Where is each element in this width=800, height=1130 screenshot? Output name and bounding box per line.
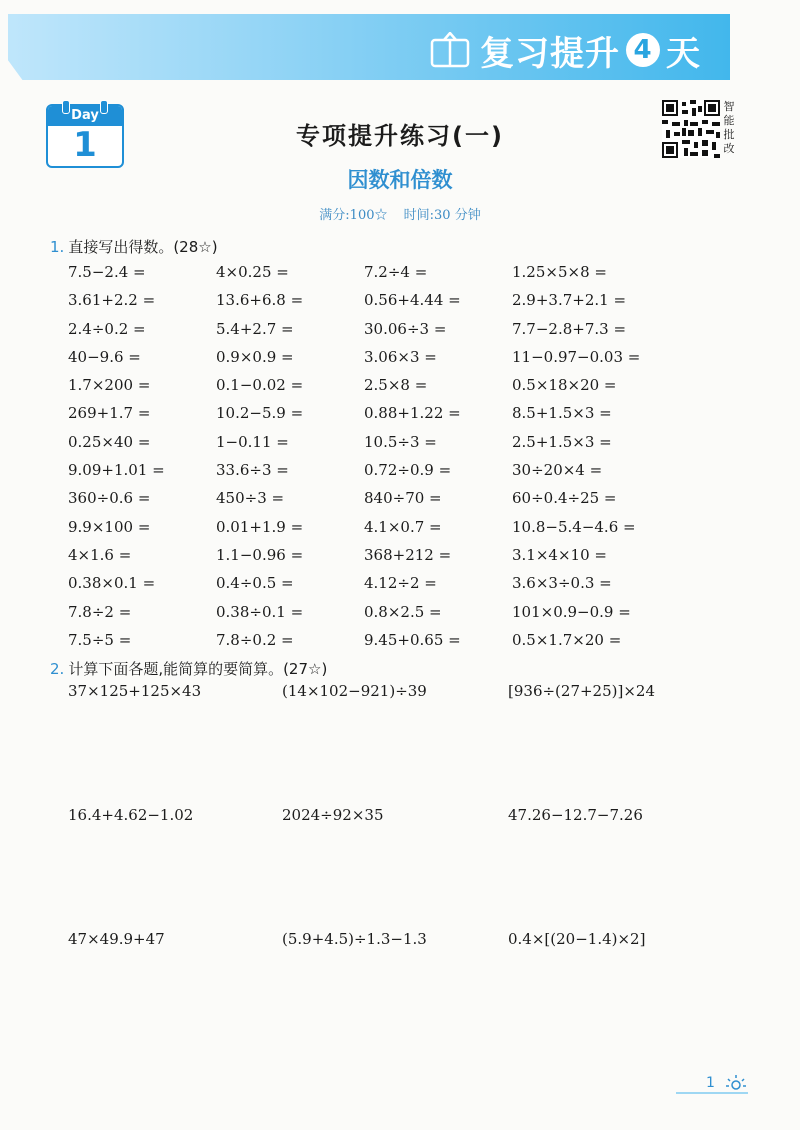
- oral-calc-item: 0.01+1.9 =: [216, 517, 304, 536]
- oral-calc-item: 7.8÷0.2 =: [216, 630, 294, 649]
- day-label: Day: [48, 106, 122, 126]
- question-2-number: 2.: [50, 660, 65, 678]
- oral-calc-item: 0.38÷0.1 =: [216, 602, 304, 621]
- oral-calc-item: 7.8÷2 =: [68, 602, 132, 621]
- oral-calc-item: 9.09+1.01 =: [68, 461, 165, 480]
- oral-calc-item: 5.4+2.7 =: [216, 319, 294, 338]
- oral-calc-item: 3.6×3÷0.3 =: [512, 574, 612, 593]
- oral-calc-item: 1−0.11 =: [216, 432, 289, 451]
- oral-calc-item: 368+212 =: [364, 545, 452, 564]
- oral-calc-item: 40−9.6 =: [68, 347, 141, 366]
- written-calc-item: 47×49.9+47: [68, 930, 165, 948]
- oral-calc-item: 2.4÷0.2 =: [68, 319, 146, 338]
- day-number: 1: [73, 125, 97, 165]
- written-calc-item: (14×102−921)÷39: [282, 682, 427, 700]
- oral-calc-item: 0.88+1.22 =: [364, 404, 461, 423]
- oral-calc-item: 30.06÷3 =: [364, 319, 447, 338]
- written-calc-item: 47.26−12.7−7.26: [508, 806, 643, 824]
- oral-calc-item: 0.38×0.1 =: [68, 574, 156, 593]
- oral-calc-item: 4×0.25 =: [216, 263, 289, 281]
- calendar-ring-icon: [100, 100, 108, 114]
- oral-calc-item: 3.06×3 =: [364, 347, 437, 366]
- question-1-number: 1.: [50, 238, 65, 256]
- oral-calc-item: 10.8−5.4−4.6 =: [512, 517, 636, 536]
- oral-calc-item: 60÷0.4÷25 =: [512, 489, 617, 508]
- oral-calc-item: 1.7×200 =: [68, 376, 151, 395]
- written-calc-item: 0.4×[(20−1.4)×2]: [508, 930, 646, 948]
- oral-calc-item: 4×1.6 =: [68, 545, 132, 564]
- oral-calc-item: 3.61+2.2 =: [68, 291, 156, 310]
- oral-calc-item: 269+1.7 =: [68, 404, 151, 423]
- oral-calc-item: 360÷0.6 =: [68, 489, 151, 508]
- smart-char: 改: [723, 142, 735, 155]
- oral-calc-item: 33.6÷3 =: [216, 461, 289, 480]
- oral-calc-item: 101×0.9−0.9 =: [512, 602, 631, 621]
- oral-calc-item: 9.45+0.65 =: [364, 630, 461, 649]
- footer-line: [676, 1092, 748, 1094]
- question-2-text: 计算下面各题,能简算的要简算。(27☆): [68, 660, 328, 678]
- oral-calc-item: 0.56+4.44 =: [364, 291, 461, 310]
- oral-calc-item: 4.1×0.7 =: [364, 517, 442, 536]
- oral-calc-item: 3.1×4×10 =: [512, 545, 607, 564]
- oral-calc-item: 11−0.97−0.03 =: [512, 347, 641, 366]
- banner-day-count: 4: [626, 33, 660, 67]
- smart-char: 能: [723, 114, 735, 127]
- question-1-text: 直接写出得数。(28☆): [68, 238, 218, 256]
- oral-calc-item: 0.72÷0.9 =: [364, 461, 452, 480]
- oral-calc-item: 8.5+1.5×3 =: [512, 404, 612, 423]
- page-title: 专项提升练习(一): [296, 122, 504, 150]
- written-calc-item: [936÷(27+25)]×24: [508, 682, 656, 700]
- banner-title-post: 天: [666, 33, 701, 74]
- oral-calc-item: 0.5×1.7×20 =: [512, 630, 622, 649]
- score-line: [0, 204, 800, 223]
- oral-calc-item: 0.9×0.9 =: [216, 347, 294, 366]
- oral-calc-item: 10.2−5.9 =: [216, 404, 304, 423]
- written-calc-grid: [68, 682, 708, 1054]
- oral-calc-item: 10.5÷3 =: [364, 432, 437, 451]
- smart-grading-label: [722, 100, 736, 156]
- oral-calc-item: 2.5×8 =: [364, 376, 428, 395]
- smart-char: 批: [723, 128, 735, 141]
- calendar-ring-icon: [62, 100, 70, 114]
- question-1-heading: [50, 236, 218, 257]
- oral-calc-item: 0.8×2.5 =: [364, 602, 442, 621]
- oral-calc-item: 840÷70 =: [364, 489, 442, 508]
- oral-calc-item: 0.4÷0.5 =: [216, 574, 294, 593]
- oral-calc-item: 4.12÷2 =: [364, 574, 437, 593]
- oral-calc-item: 30÷20×4 =: [512, 461, 603, 480]
- qr-code-icon[interactable]: [662, 100, 720, 158]
- banner-title: [430, 24, 701, 76]
- oral-calc-item: 0.1−0.02 =: [216, 376, 304, 395]
- time-limit: 时间:30 分钟: [403, 208, 481, 223]
- smart-char: 智: [723, 100, 735, 113]
- oral-calc-item: 2.9+3.7+2.1 =: [512, 291, 627, 310]
- oral-calc-item: 9.9×100 =: [68, 517, 151, 536]
- question-2-heading: [50, 658, 327, 679]
- oral-calc-item: 450÷3 =: [216, 489, 285, 508]
- written-calc-item: 16.4+4.62−1.02: [68, 806, 194, 824]
- oral-calc-item: 13.6+6.8 =: [216, 291, 304, 310]
- oral-calc-item: 0.5×18×20 =: [512, 376, 617, 395]
- oral-calc-item: 7.5÷5 =: [68, 630, 132, 649]
- oral-calc-item: 7.5−2.4 =: [68, 263, 146, 281]
- book-icon: [430, 32, 470, 68]
- oral-calc-grid: [68, 260, 662, 656]
- banner-title-pre: 复习提升: [480, 33, 620, 74]
- written-calc-item: 37×125+125×43: [68, 682, 202, 700]
- oral-calc-item: 7.2÷4 =: [364, 263, 428, 281]
- written-calc-item: (5.9+4.5)÷1.3−1.3: [282, 930, 427, 948]
- page-subtitle: 因数和倍数: [347, 167, 453, 192]
- written-calc-item: 2024÷92×35: [282, 806, 384, 824]
- page-number: 1: [706, 1075, 715, 1091]
- oral-calc-item: 0.25×40 =: [68, 432, 151, 451]
- oral-calc-item: 1.25×5×8 =: [512, 263, 607, 281]
- oral-calc-item: 7.7−2.8+7.3 =: [512, 319, 627, 338]
- oral-calc-item: 1.1−0.96 =: [216, 545, 304, 564]
- full-score: 满分:100☆: [319, 208, 388, 223]
- oral-calc-item: 2.5+1.5×3 =: [512, 432, 612, 451]
